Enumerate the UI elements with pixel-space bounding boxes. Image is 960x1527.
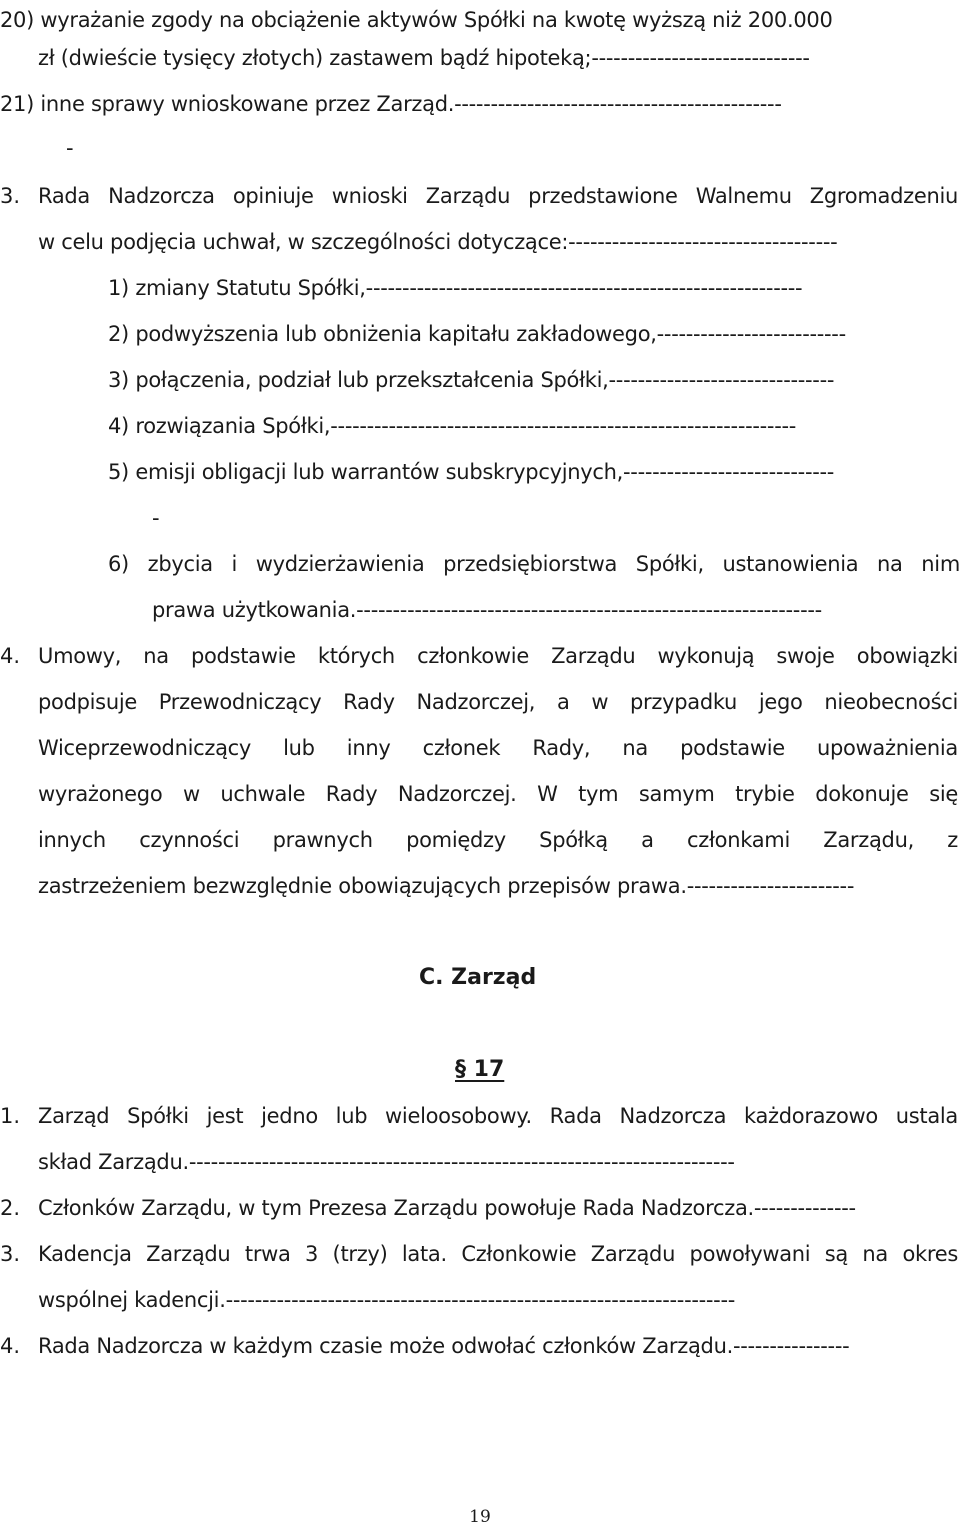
zarzad-point-3-line-1: Kadencja Zarządu trwa 3 (trzy) lata. Członkowie Zarządu powoływani są na okres xyxy=(38,1242,958,1266)
list-item-21-continuation: - xyxy=(66,136,74,160)
sub-item-1: 1) zmiany Statutu Spółki,------------------------------------------------------------ xyxy=(108,276,803,300)
point-3-number: 3. xyxy=(0,184,21,208)
zarzad-point-2: Członków Zarządu, w tym Prezesa Zarządu powołuje Rada Nadzorcza.-------------- xyxy=(38,1196,856,1220)
point-3-line-1: Rada Nadzorcza opiniuje wnioski Zarządu przedstawione Walnemu Zgromadzeniu xyxy=(38,184,958,208)
point-4-line-3: Wiceprzewodniczący lub inny członek Rady, na podstawie upoważnienia xyxy=(38,736,958,760)
zarzad-point-4-number: 4. xyxy=(0,1334,21,1358)
zarzad-point-3-number: 3. xyxy=(0,1242,21,1266)
zarzad-point-3-line-2: wspólnej kadencji.---------------------------------------------------------------------- xyxy=(38,1288,736,1312)
paragraph-mark: § 17 xyxy=(455,1057,505,1082)
sub-item-2: 2) podwyższenia lub obniżenia kapitału zakładowego,-------------------------- xyxy=(108,322,846,346)
point-4-line-4: wyrażonego w uchwale Rady Nadzorczej. W tym samym trybie dokonuje się xyxy=(38,782,958,806)
sub-item-6-line-2: prawa użytkowania.---------------------------------------------------------------- xyxy=(152,598,822,622)
sub-item-3: 3) połączenia, podział lub przekształcenia Spółki,------------------------------- xyxy=(108,368,835,392)
point-4-line-2: podpisuje Przewodniczący Rady Nadzorczej, a w przypadku jego nieobecności xyxy=(38,690,958,714)
list-item-20-line-1: 20) wyrażanie zgody na obciążenie aktywów Spółki na kwotę wyższą niż 200.000 xyxy=(0,8,833,32)
point-4-line-6: zastrzeżeniem bezwzględnie obowiązujących przepisów prawa.----------------------- xyxy=(38,874,855,898)
page-number: 19 xyxy=(469,1507,491,1527)
point-4-number: 4. xyxy=(0,644,21,668)
sub-item-4: 4) rozwiązania Spółki,---------------------------------------------------------------- xyxy=(108,414,797,438)
zarzad-point-1-line-2: skład Zarządu.--------------------------------------------------------------------------- xyxy=(38,1150,735,1174)
sub-item-5-continuation: - xyxy=(152,506,160,530)
zarzad-point-4: Rada Nadzorcza w każdym czasie może odwołać członków Zarządu.---------------- xyxy=(38,1334,850,1358)
point-4-line-5: innych czynności prawnych pomiędzy Spółką a członkami Zarządu, z xyxy=(38,828,958,852)
zarzad-point-1-number: 1. xyxy=(0,1104,21,1128)
zarzad-point-2-number: 2. xyxy=(0,1196,21,1220)
sub-item-5: 5) emisji obligacji lub warrantów subskrypcyjnych,----------------------------- xyxy=(108,460,835,484)
zarzad-point-1-line-1: Zarząd Spółki jest jedno lub wieloosobowy. Rada Nadzorcza każdorazowo ustala xyxy=(38,1104,958,1128)
point-3-line-2: w celu podjęcia uchwał, w szczególności dotyczące:------------------------------------- xyxy=(38,230,838,254)
list-item-20-line-2: zł (dwieście tysięcy złotych) zastawem bądź hipoteką;------------------------------ xyxy=(38,46,810,70)
point-4-line-1: Umowy, na podstawie których członkowie Zarządu wykonują swoje obowiązki xyxy=(38,644,958,668)
list-item-21: 21) inne sprawy wnioskowane przez Zarząd.--------------------------------------------- xyxy=(0,92,782,116)
section-title: C. Zarząd xyxy=(419,965,537,990)
sub-item-6-line-1: 6) zbycia i wydzierżawienia przedsiębiorstwa Spółki, ustanowienia na nim xyxy=(108,552,960,576)
